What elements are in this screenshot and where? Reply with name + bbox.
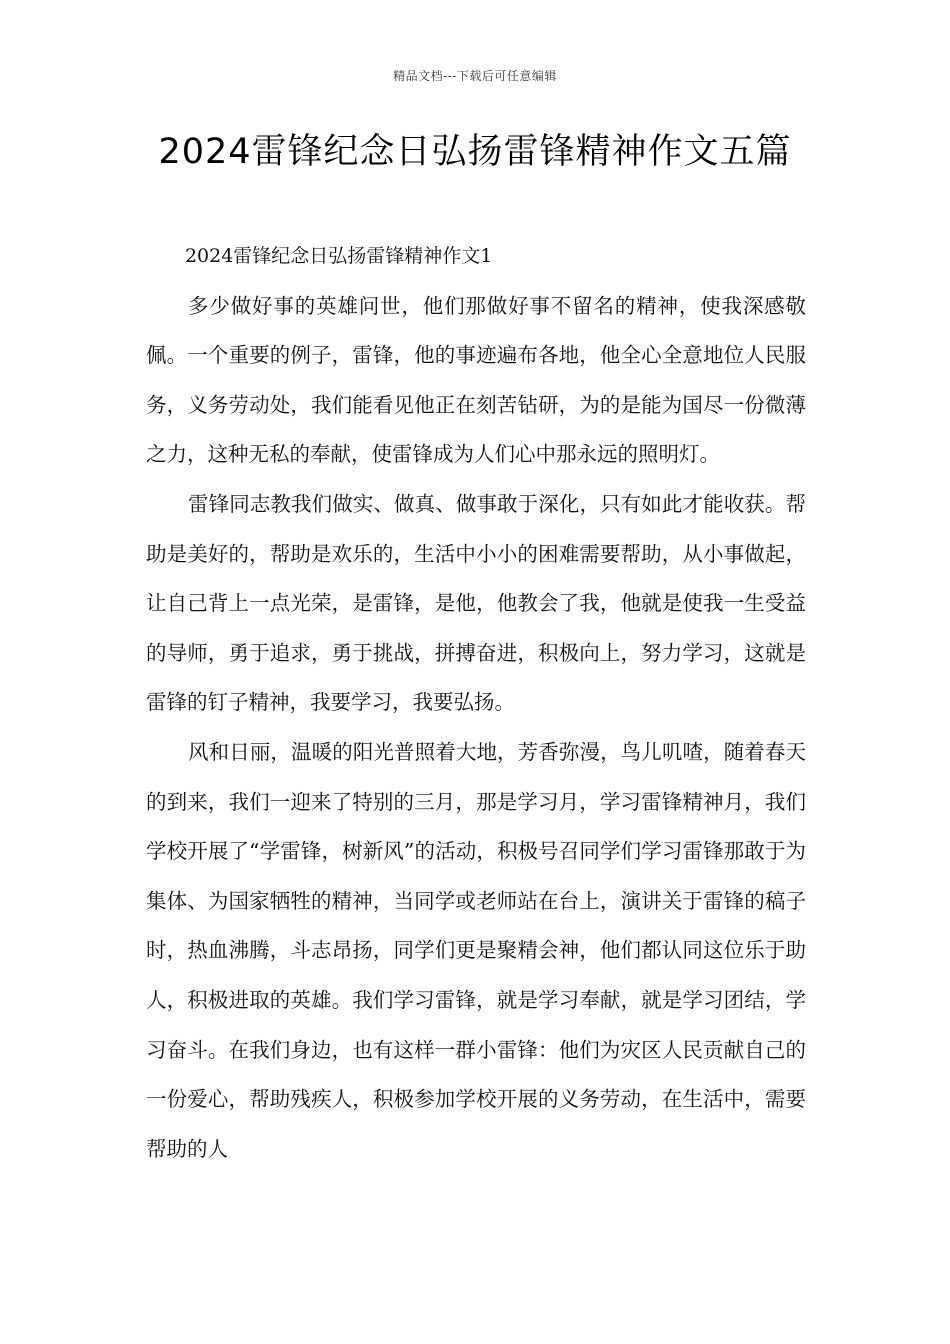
paragraph: 风和日丽，温暖的阳光普照着大地，芳香弥漫，鸟儿叽喳，随着春天的到来，我们一迎来了特别的三月，那是学习月，学习雷锋精神月，我们学校开展了“学雷锋，树新风”的活动，积极号召同学们学习雷锋那敢于为集体、为国家牺牲的精神，当同学或老师站在台上，演讲关于雷锋的稿子时，热血沸腾，斗志昂扬，同学们更是聚精会神，他们都认同这位乐于助人，积极进取的英雄。我们学习雷锋，就是学习奉献，就是学习团结，学习奋斗。在我们身边，也有这样一群小雷锋：他们为灾区人民贡献自己的一份爱心，帮助残疾人，积极参加学校开展的义务劳动，在生活中，需要帮助的人 bbox=[146, 739, 806, 1161]
header-note: 精品文档---下载后可任意编辑 bbox=[393, 69, 557, 83]
section-heading: 2024雷锋纪念日弘扬雷锋精神作文1 bbox=[184, 245, 493, 267]
paragraph: 雷锋同志教我们做实、做真、做事敢于深化，只有如此才能收获。帮助是美好的，帮助是欢乐的，生活中小小的困难需要帮助，从小事做起，让自己背上一点光荣，是雷锋，是他，他教会了我，他就是使我一生受益的导师，勇于追求，勇于挑战，拼搏奋进，积极向上，努力学习，这就是雷锋的钉子精神，我要学习，我要弘扬。 bbox=[146, 491, 806, 715]
paragraph: 多少做好事的英雄问世，他们那做好事不留名的精神，使我深感敬佩。一个重要的例子，雷锋，他的事迹遍布各地，他全心全意地位人民服务，义务劳动处，我们能看见他正在刻苦钻研，为的是能为国尽一份微薄之力，这种无私的奉献，使雷锋成为人们心中那永远的照明灯。 bbox=[146, 293, 806, 467]
document-title: 2024雷锋纪念日弘扬雷锋精神作文五篇 bbox=[158, 132, 792, 172]
document-body bbox=[146, 232, 806, 1174]
